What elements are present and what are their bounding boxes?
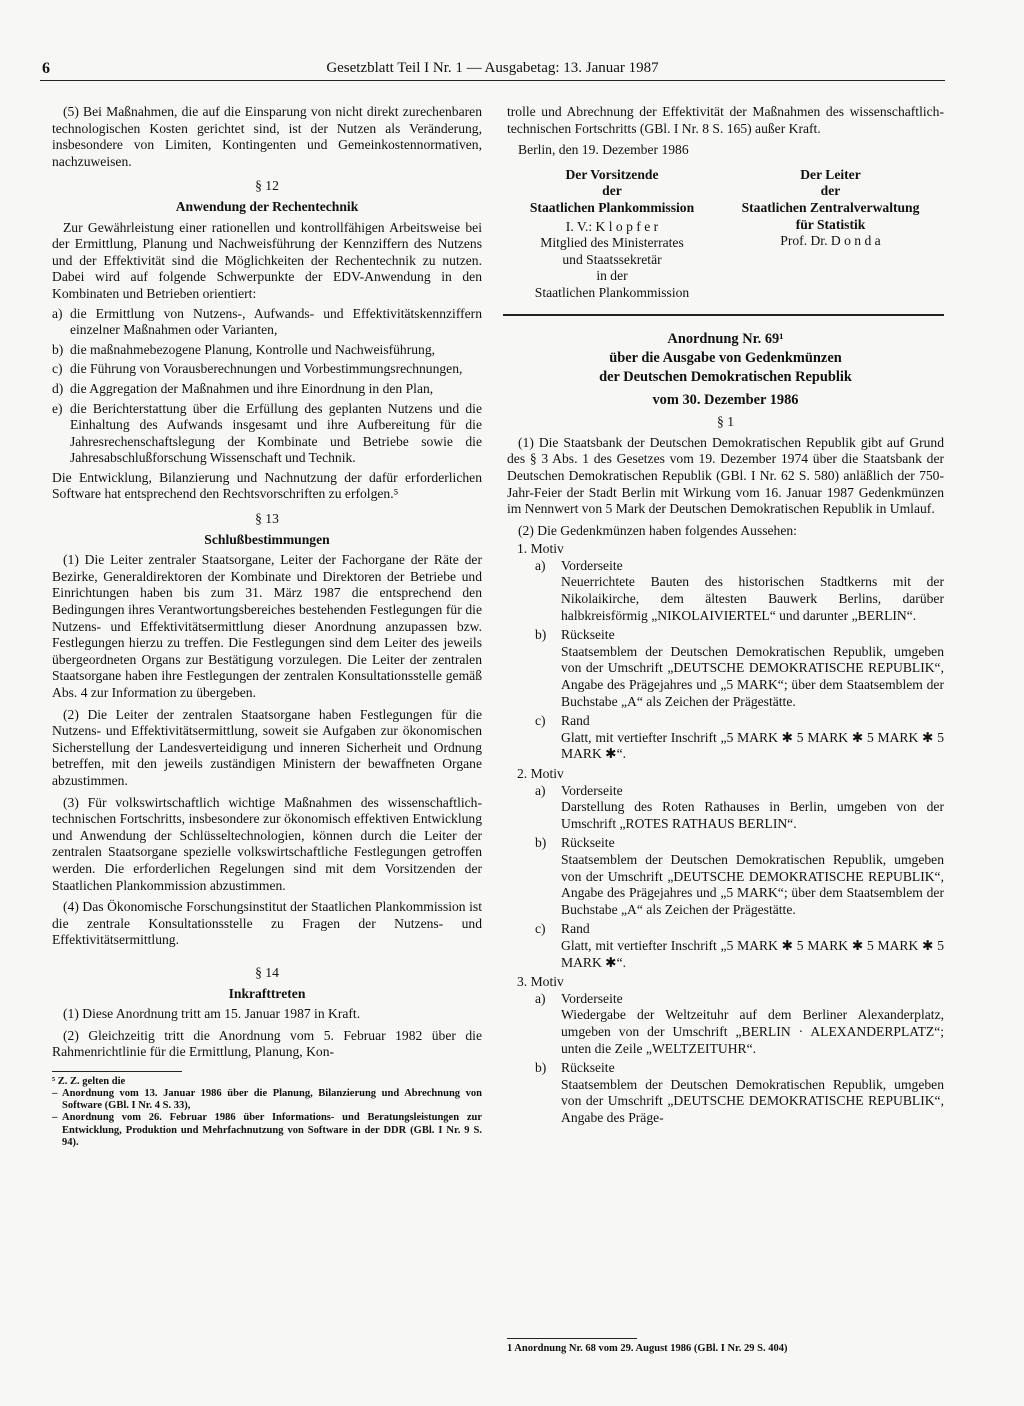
motive-block [507, 541, 944, 763]
motive-label: 1. Motiv [517, 541, 564, 557]
signature-left [507, 167, 717, 302]
right-footnote-area [507, 1338, 944, 1355]
signature-right-name [717, 233, 944, 250]
list-item [52, 361, 482, 378]
list-item-marker: d) [52, 380, 64, 396]
list-item-marker: c) [52, 361, 63, 377]
text-line: Prof. Dr. D o n d a [780, 233, 881, 249]
motive-part-marker: a) [535, 557, 546, 573]
motive-part-marker: b) [535, 627, 547, 643]
left-column [52, 104, 482, 1149]
section-divider [503, 314, 944, 316]
list-item-text: die maßnahmebezogene Planung, Kontrolle und Nachweisführung, [70, 341, 436, 357]
motive-part-description: Staatsemblem der Deutschen Demokratischen Republik, umgeben von der Umschrift „DEUTSCHE DEMOKRATISCHE REPUBLIK“, Angabe des Prägejahres und „5 MARK“; über dem Staatsemblem der Buchstabe „A“ als Zeichen der Prägestätte. [561, 643, 944, 709]
text-line: Der Leiter [800, 166, 861, 182]
section-14-paragraph-1: (1) Diese Anordnung tritt am 15. Januar 1987 in Kraft. [63, 1006, 361, 1022]
motive-part [535, 835, 944, 918]
motive-part [535, 921, 944, 971]
section-12-intro: Zur Gewährleistung einer rationellen und kontrollfähigen Arbeitsweise bei der Ermittlung, Planung und Nachweisführung der Kennziffern des Nutzens und der Effektivität sind die Möglichkeiten der Rechentechnik zu nutzen. Dabei wird auf folgende Schwerpunkte der EDV-Anwendung in den Kombinaten und Betrieben orientiert: [52, 219, 482, 301]
motive-part-heading: Rückseite [561, 835, 615, 851]
motive-part [535, 991, 944, 1057]
section-14-number: § 14 [255, 964, 279, 980]
section-13-paragraph-4: (4) Das Ökonomische Forschungsinstitut der Staatlichen Plankommission ist die zentrale Konsultationsstelle zu Fragen der Nutzens- und Effektivitätsermittlung. [52, 899, 482, 948]
section-13-paragraph-2: (2) Die Leiter der zentralen Staatsorgane haben Festlegungen für die Nutzens- und Effektivitätsermittlung, soweit sie Aufgaben zur ökonomischen Sicherstellung der Landesverteidigung und inneren Sicherheit und Ordnung betreffen, mit den jeweils zuständigen Ministern der bewaffneten Organe abzustimmen. [52, 706, 482, 788]
section-13-paragraph-3: (3) Für volkswirtschaftlich wichtige Maßnahmen des wissenschaftlich-technischen Fortschritts, insbesondere zur ökonomisch effektiven Entwicklung und Anwendung der Schlüsseltechnologien, können durch die Leiter der zentralen Staatsorgane spezielle volkswirtschaftliche Festlegungen getroffen werden. Die erforderlichen Regelungen sind mit dem Vorsitzenden der Staatlichen Plankommission abzustimmen. [52, 794, 482, 893]
text-line: Der Vorsitzende [565, 166, 659, 182]
paragraph-5: (5) Bei Maßnahmen, die auf die Einsparung von nicht direkt zurechenbaren technologischen Kosten gerichtet sind, ist der Nutzen als Veränderung, insbesondere von Limiten, Kontingenten und Gemeinkostennormativen, nachzuweisen. [52, 104, 482, 169]
page-header [40, 58, 945, 81]
motive-part-marker: c) [535, 921, 546, 937]
list-item-text: die Ermittlung von Nutzens-, Aufwands- und Effektivitätskennziffern einzelner Maßnahmen oder Varianten, [70, 305, 482, 338]
footnote-item [52, 1088, 482, 1112]
section-12-heading: Anwendung der Rechentechnik [175, 198, 359, 214]
motive-block [507, 974, 944, 1126]
motive-part-label [535, 1060, 944, 1077]
list-item [52, 306, 482, 339]
list-item-marker: e) [52, 400, 63, 416]
footnote-1: 1 Anordnung Nr. 68 vom 29. August 1986 (GBl. I Nr. 29 S. 404) [507, 1343, 788, 1354]
motive-part [535, 627, 944, 710]
list-item-text: die Berichterstattung über die Erfüllung des geplanten Nutzens und die Einhaltung des Aufwands insgesamt und ihre Aufbereitung für die Jahresrechenschaftslegung der Kombinate und Betriebe sowie die Jahresabschlußforschung Wissenschaft und Technik. [70, 400, 482, 466]
footnote-5-list [52, 1088, 482, 1149]
motive-part-marker: b) [535, 1060, 547, 1076]
motive-part-label [535, 713, 944, 730]
motive-part-heading: Rückseite [561, 627, 615, 643]
motive-part-marker: a) [535, 990, 546, 1006]
text-line: der Deutschen Demokratischen Republik [599, 368, 852, 385]
section-13-heading: Schlußbestimmungen [204, 531, 330, 547]
right-column [507, 104, 944, 1129]
motive-part-description: Darstellung des Roten Rathauses in Berlin, umgeben von der Umschrift „ROTES RATHAUS BERLIN“. [561, 799, 944, 831]
header-title: Gesetzblatt Teil I Nr. 1 — Ausgabetag: 13. Januar 1987 [326, 60, 659, 76]
section-14-paragraph-2: (2) Gleichzeitig tritt die Anordnung vom 5. Februar 1982 über die Rahmenrichtlinie für die Ermittlung, Planung, Kon- [52, 1027, 482, 1060]
page-number: 6 [42, 60, 50, 77]
section-14-heading: Inkrafttreten [228, 985, 306, 1001]
signature-left-name [507, 219, 717, 302]
text-line: über die Ausgabe von Gedenkmünzen [609, 349, 842, 366]
text-line: der [820, 183, 841, 199]
motive-part-marker: b) [535, 835, 547, 851]
motive-part [535, 783, 944, 833]
text-line: Mitglied des Ministerrates [540, 235, 684, 251]
list-item [52, 401, 482, 467]
list-item-text: die Führung von Vorausberechnungen und Vorbestimmungsrechnungen, [70, 361, 463, 377]
text-line: I. V.: K l o p f e r [565, 218, 659, 234]
section-13-paragraph-1: (1) Die Leiter zentraler Staatsorgane, Leiter der Fachorgane der Räte der Bezirke, Generaldirektoren der Kombinate und Direktoren der Betriebe und Einrichtungen haben bis zum 31. März 1987 die entsprechend den Bedingungen ihres Verantwortungsbereiches bestehenden Festlegungen für die Nutzens- und Effektivitätsermittlung dieser Anordnung anzupassen bzw. Festlegungen hierzu zu treffen. Die Festlegungen sind dem Leiter des jeweils übergeordneten Organs zur Bestätigung vorzulegen. Die Leiter der zentralen Staatsorgane haben ihre Festlegungen der zentralen Konsultationsstelle gemäß Abs. 4 zur Information zu übergeben. [52, 552, 482, 700]
footnote-dash: – [52, 1088, 58, 1100]
motive-part-heading: Rückseite [561, 1060, 615, 1076]
motive-part-label [535, 835, 944, 852]
motive-part-heading: Vorderseite [561, 990, 623, 1006]
footnote-item-text: Anordnung vom 13. Januar 1986 über die Planung, Bilanzierung und Abrechnung von Software (GBl. I Nr. 4 S. 33), [62, 1088, 482, 1112]
text-line: Staatlichen Zentralverwaltung [741, 199, 920, 215]
motive-part [535, 558, 944, 624]
section-12-closing: Die Entwicklung, Bilanzierung und Nachnutzung der dafür erforderlichen Software hat entsprechend den Rechtsvorschriften zu erfolgen.⁵ [52, 469, 482, 502]
motive-part-label [535, 921, 944, 938]
list-item [52, 381, 482, 398]
signature-right-title [717, 167, 944, 233]
motive-part-description: Staatsemblem der Deutschen Demokratischen Republik, umgeben von der Umschrift „DEUTSCHE DEMOKRATISCHE REPUBLIK“, Angabe des Präge- [561, 1076, 944, 1125]
text-line: Staatlichen Plankommission [529, 199, 695, 215]
motive-part-heading: Rand [561, 921, 590, 937]
motive-part-label [535, 627, 944, 644]
section-12-number: § 12 [255, 178, 279, 194]
ordinance-title [507, 330, 944, 387]
footnote-item-text: Anordnung vom 26. Februar 1986 über Informations- und Beratungsleistungen zur Entwicklung, Produktion und Mehrfachnutzung von Software in der DDR (GBl. I Nr. 9 S. 94). [62, 1112, 482, 1148]
motive-part [535, 1060, 944, 1126]
footnote-divider [507, 1338, 637, 1339]
text-line: Anordnung Nr. 69¹ [667, 330, 784, 347]
motive-part-description: Wiedergabe der Weltzeituhr auf dem Berliner Alexanderplatz, umgeben von der Umschrift „BERLIN · ALEXANDERPLATZ“; unten die Zeile „WELTZEITUHR“. [561, 1007, 944, 1056]
motive-part-label [535, 558, 944, 575]
section-1-paragraph-1: (1) Die Staatsbank der Deutschen Demokratischen Republik gibt auf Grund des § 3 Abs. 1 des Gesetzes vom 19. Dezember 1974 über die Staatsbank der Deutschen Demokratischen Republik (GBl. I Nr. 62 S. 580) anläßlich der 750-Jahr-Feier der Stadt Berlin mit Wirkung vom 16. Januar 1987 Gedenkmünzen im Nennwert von 5 Mark der Deutschen Demokratischen Republik in Umlauf. [507, 434, 944, 517]
motive-part [535, 713, 944, 763]
footnote-dash: – [52, 1112, 58, 1124]
motive-label: 3. Motiv [517, 974, 564, 990]
motive-part-label [535, 991, 944, 1008]
motive-block [507, 766, 944, 971]
motive-part-label [535, 783, 944, 800]
list-item-marker: a) [52, 305, 63, 321]
motive-part-description: Glatt, mit vertiefter Inschrift „5 MARK ✱ 5 MARK ✱ 5 MARK ✱ 5 MARK ✱“. [561, 937, 944, 970]
place-date: Berlin, den 19. Dezember 1986 [518, 142, 689, 158]
motive-part-description: Staatsemblem der Deutschen Demokratischen Republik, umgeben von der Umschrift „DEUTSCHE DEMOKRATISCHE REPUBLIK“, Angabe des Prägejahres und „5 MARK“; über dem Staatsemblem der Buchstabe „A“ als Zeichen der Prägestätte. [561, 851, 944, 917]
motive-label: 2. Motiv [517, 766, 564, 781]
section-1-number: § 1 [717, 414, 734, 430]
footnote-item [52, 1112, 482, 1149]
list-item [52, 342, 482, 359]
list-item-marker: b) [52, 341, 64, 357]
signature-left-title [507, 167, 717, 217]
motive-part-description: Neuerrichtete Bauten des historischen Stadtkerns mit der Nikolaikirche, dem ältesten Bauwerk Berlins, darüber halbkreisförmig „NIKOLAIVIERTEL“ und darunter „BERLIN“. [561, 574, 944, 623]
list-item-text: die Aggregation der Maßnahmen und ihre Einordnung in den Plan, [70, 380, 434, 396]
footnote-divider [52, 1071, 182, 1072]
motive-part-marker: c) [535, 713, 546, 729]
motive-part-heading: Vorderseite [561, 557, 623, 573]
section-12-list [52, 306, 482, 467]
signature-right [717, 167, 944, 302]
motive-part-marker: a) [535, 782, 546, 798]
continued-paragraph: trolle und Abrechnung der Effektivität der Maßnahmen des wissenschaftlich-technischen Fortschritts (GBl. I Nr. 8 S. 165) außer Kraft. [507, 104, 944, 136]
motive-part-description: Glatt, mit vertiefter Inschrift „5 MARK ✱ 5 MARK ✱ 5 MARK ✱ 5 MARK ✱“. [561, 729, 944, 762]
footnote-5-heading: ⁵ Z. Z. gelten die [52, 1075, 126, 1087]
text-line: für Statistik [795, 216, 866, 232]
text-line: in der [596, 268, 628, 284]
ordinance-date: vom 30. Dezember 1986 [652, 391, 799, 408]
motive-part-heading: Rand [561, 713, 590, 729]
motive-list [507, 541, 944, 1126]
section-1-paragraph-2: (2) Die Gedenkmünzen haben folgendes Aussehen: [518, 522, 797, 538]
text-line: und Staatssekretär [562, 251, 662, 267]
text-line: Staatlichen Plankommission [534, 284, 690, 300]
motive-part-heading: Vorderseite [561, 782, 623, 798]
text-line: der [602, 183, 622, 199]
section-13-number: § 13 [255, 511, 279, 527]
signature-block [507, 167, 944, 302]
